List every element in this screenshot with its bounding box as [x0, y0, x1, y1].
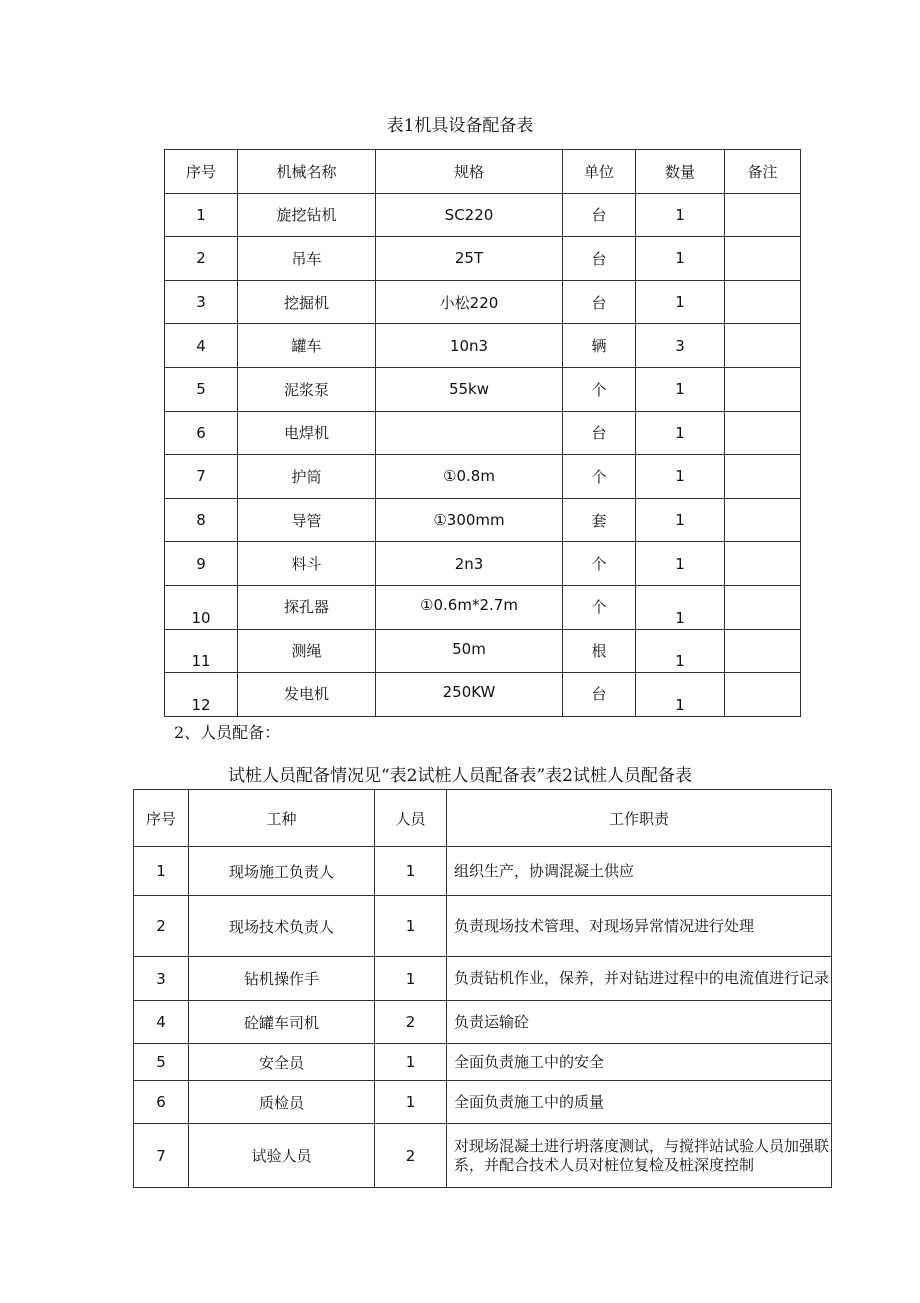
table-cell: SC220: [376, 193, 563, 237]
table-cell: 1: [636, 411, 725, 455]
table-cell: 泥浆泵: [238, 367, 376, 411]
table-cell: 9: [165, 542, 238, 586]
table-header-row: [165, 150, 801, 194]
table-cell: 1: [375, 957, 447, 1001]
table-cell: 旋挖钻机: [238, 193, 376, 237]
table-cell: [725, 324, 801, 368]
table-row: [165, 193, 801, 237]
table-cell: ①300mm: [376, 498, 563, 542]
table-cell: 罐车: [238, 324, 376, 368]
table-cell: 试验人员: [189, 1124, 375, 1188]
table-cell: 安全员: [189, 1044, 375, 1081]
header-cell: 人员: [375, 790, 447, 847]
header-cell: 备注: [725, 150, 801, 194]
table-cell: 25T: [376, 237, 563, 281]
table-cell: 1: [636, 542, 725, 586]
header-cell: 序号: [134, 790, 189, 847]
table-cell: [725, 498, 801, 542]
table-cell: 8: [165, 498, 238, 542]
header-cell: 工作职责: [447, 790, 832, 847]
header-cell: 工种: [189, 790, 375, 847]
table-row: [134, 1044, 832, 1081]
table-cell: ①0.8m: [376, 455, 563, 499]
table-cell: 2: [165, 237, 238, 281]
table-cell: 7: [165, 455, 238, 499]
header-cell: 单位: [563, 150, 636, 194]
table-cell: 1: [636, 673, 725, 717]
table-cell: 辆: [563, 324, 636, 368]
table-cell: 现场技术负责人: [189, 896, 375, 957]
table-cell: 1: [636, 585, 725, 629]
table-cell: 1: [165, 193, 238, 237]
table-cell: [725, 237, 801, 281]
table-cell: 7: [134, 1124, 189, 1188]
table-cell: 1: [636, 193, 725, 237]
table-cell: 1: [636, 498, 725, 542]
table-cell: 测绳: [238, 629, 376, 673]
table-cell: 负责钻机作业，保养，并对钻进过程中的电流值进行记录: [447, 957, 832, 1001]
table-cell: 10: [165, 585, 238, 629]
table-cell: 250KW: [376, 673, 563, 717]
table-cell: 4: [165, 324, 238, 368]
table-cell: [376, 411, 563, 455]
table-cell: 负责现场技术管理、对现场异常情况进行处理: [447, 896, 832, 957]
table-row: [165, 411, 801, 455]
table-row: [134, 957, 832, 1001]
table-row: [165, 367, 801, 411]
table-cell: 台: [563, 673, 636, 717]
table-cell: 砼罐车司机: [189, 1001, 375, 1044]
table-cell: 全面负责施工中的质量: [447, 1081, 832, 1124]
table-cell: 个: [563, 455, 636, 499]
table-cell: [725, 280, 801, 324]
table-cell: 1: [636, 280, 725, 324]
header-cell: 数量: [636, 150, 725, 194]
table-cell: 1: [636, 455, 725, 499]
table-cell: [725, 542, 801, 586]
header-cell: 规格: [376, 150, 563, 194]
table-cell: 导管: [238, 498, 376, 542]
table-cell: 3: [636, 324, 725, 368]
table-cell: 台: [563, 237, 636, 281]
table-cell: 55kw: [376, 367, 563, 411]
table-cell: 料斗: [238, 542, 376, 586]
table-cell: 12: [165, 673, 238, 717]
personnel-table: [133, 789, 832, 1188]
table-cell: [725, 411, 801, 455]
table-header-row: [134, 790, 832, 847]
table-row: [165, 585, 801, 629]
table-cell: 3: [134, 957, 189, 1001]
table-cell: 11: [165, 629, 238, 673]
table-cell: 10n3: [376, 324, 563, 368]
table-cell: 2: [134, 896, 189, 957]
table-cell: 1: [375, 1044, 447, 1081]
table-cell: 1: [375, 1081, 447, 1124]
table-cell: 1: [375, 847, 447, 896]
table-cell: 全面负责施工中的安全: [447, 1044, 832, 1081]
table-cell: 探孔器: [238, 585, 376, 629]
section-heading: 2、人员配备：: [174, 723, 281, 742]
table-cell: 5: [165, 367, 238, 411]
table-row: [134, 1124, 832, 1188]
table-row: [134, 896, 832, 957]
table-cell: [725, 629, 801, 673]
header-cell: 机械名称: [238, 150, 376, 194]
table-row: [165, 237, 801, 281]
table-cell: 台: [563, 411, 636, 455]
table-cell: 负责运输砼: [447, 1001, 832, 1044]
table-cell: [725, 585, 801, 629]
table-cell: 吊车: [238, 237, 376, 281]
table-cell: 根: [563, 629, 636, 673]
table-cell: 台: [563, 193, 636, 237]
table-cell: 套: [563, 498, 636, 542]
table-cell: 1: [375, 896, 447, 957]
table-row: [165, 455, 801, 499]
table-row: [134, 847, 832, 896]
table-cell: 5: [134, 1044, 189, 1081]
table-cell: 对现场混凝土进行坍落度测试，与搅拌站试验人员加强联系，并配合技术人员对桩位复检及桩深度控制: [447, 1124, 832, 1188]
table-cell: 个: [563, 585, 636, 629]
table-cell: 1: [636, 237, 725, 281]
table-cell: [725, 193, 801, 237]
table-row: [134, 1081, 832, 1124]
table-cell: [725, 455, 801, 499]
table-cell: 6: [134, 1081, 189, 1124]
table-cell: 个: [563, 542, 636, 586]
table-row: [165, 629, 801, 673]
table-cell: 2: [375, 1001, 447, 1044]
table-cell: 个: [563, 367, 636, 411]
table-cell: 4: [134, 1001, 189, 1044]
table-cell: 1: [134, 847, 189, 896]
table-cell: 1: [636, 629, 725, 673]
equipment-table: [164, 149, 801, 717]
table2-title: 试桩人员配备情况见“表2试桩人员配备表”表2试桩人员配备表: [227, 766, 692, 786]
table-row: [165, 324, 801, 368]
table-cell: 50m: [376, 629, 563, 673]
table-row: [165, 498, 801, 542]
table-cell: [725, 673, 801, 717]
table-row: [165, 673, 801, 717]
table-cell: 护筒: [238, 455, 376, 499]
table-cell: 6: [165, 411, 238, 455]
table-cell: 3: [165, 280, 238, 324]
table1-title: 表1机具设备配备表: [386, 116, 534, 136]
table-cell: 质检员: [189, 1081, 375, 1124]
table-row: [134, 1001, 832, 1044]
table-cell: 2n3: [376, 542, 563, 586]
table-row: [165, 542, 801, 586]
table-cell: [725, 367, 801, 411]
table-cell: 台: [563, 280, 636, 324]
table-cell: 发电机: [238, 673, 376, 717]
table-cell: 钻机操作手: [189, 957, 375, 1001]
table-cell: 1: [636, 367, 725, 411]
table-cell: 小松220: [376, 280, 563, 324]
table-cell: 2: [375, 1124, 447, 1188]
table-cell: 挖掘机: [238, 280, 376, 324]
header-cell: 序号: [165, 150, 238, 194]
table-cell: 电焊机: [238, 411, 376, 455]
table-cell: 现场施工负责人: [189, 847, 375, 896]
table-row: [165, 280, 801, 324]
table-cell: ①0.6m*2.7m: [376, 585, 563, 629]
table-cell: 组织生产，协调混凝土供应: [447, 847, 832, 896]
